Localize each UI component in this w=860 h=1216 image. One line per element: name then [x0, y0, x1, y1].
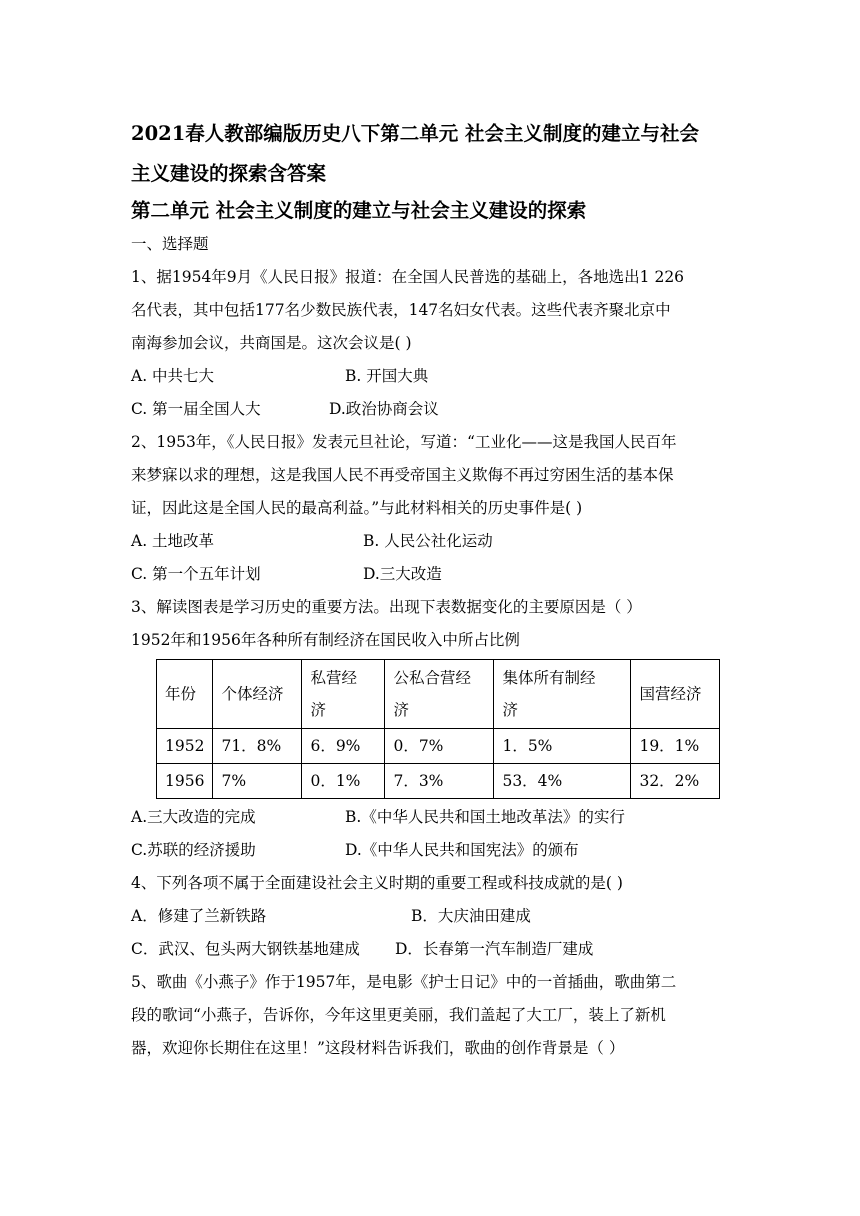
question-2: [131, 426, 731, 591]
table-header-cell: 私营经 济: [302, 660, 385, 729]
table-cell: 7．3%: [385, 764, 494, 799]
options-row: [131, 834, 731, 867]
table-cell: 0．7%: [385, 729, 494, 764]
question-text: 2、1953年，《人民日报》发表元旦社论，写道：“工业化——这是我国人民百年: [131, 433, 677, 451]
options-row: [131, 558, 731, 591]
question-5: [131, 966, 731, 1065]
table-cell: 1952: [157, 729, 213, 764]
question-4: [131, 867, 731, 966]
option-d: D.三大改造: [363, 565, 442, 583]
question-text: 4、下列各项不属于全面建设社会主义时期的重要工程或科技成就的是( ): [131, 874, 623, 892]
option-b: B．大庆油田建成: [411, 907, 531, 925]
table-header-cell: 个体经济: [213, 660, 302, 729]
table-header-cell: 年份: [157, 660, 213, 729]
table-header-cell: 国营经济: [631, 660, 720, 729]
question-text: 3、解读图表是学习历史的重要方法。出现下表数据变化的主要原因是（ ）: [131, 598, 642, 616]
option-d: D．长春第一汽车制造厂建成: [395, 940, 594, 958]
table-cell: 6．9%: [302, 729, 385, 764]
table-row: [157, 729, 720, 764]
option-c: C.苏联的经济援助: [131, 841, 256, 859]
doc-title-line2: 主义建设的探索含答案: [131, 162, 327, 185]
question-text: 名代表，其中包括177名少数民族代表，147名妇女代表。这些代表齐聚北京中: [131, 301, 671, 319]
option-c: C. 第一个五年计划: [131, 565, 261, 583]
table-cell: 7%: [213, 764, 302, 799]
question-text: 器，欢迎你长期住在这里！”这段材料告诉我们，歌曲的创作背景是（ ）: [131, 1039, 625, 1057]
option-a: A.三大改造的完成: [131, 808, 256, 826]
table-cell: 1956: [157, 764, 213, 799]
option-d: D.《中华人民共和国宪法》的颁布: [345, 841, 579, 859]
table-cell: 1．5%: [494, 729, 631, 764]
option-a: A. 土地改革: [131, 532, 215, 550]
question-1: [131, 261, 731, 426]
table-caption: 1952年和1956年各种所有制经济在国民收入中所占比例: [131, 631, 520, 649]
table-header-row: [157, 660, 720, 729]
question-text: 1、据1954年9月《人民日报》报道：在全国人民普选的基础上，各地选出1 226: [131, 268, 685, 286]
options-row: [131, 525, 731, 558]
option-c: C．武汉、包头两大钢铁基地建成: [131, 940, 360, 958]
question-text: 5、歌曲《小燕子》作于1957年，是电影《护士日记》中的一首插曲，歌曲第二: [131, 973, 677, 991]
option-b: B. 人民公社化运动: [363, 532, 493, 550]
options-row: [131, 900, 731, 933]
option-a: A．修建了兰新铁路: [131, 907, 267, 925]
section-heading: 一、选择题: [131, 235, 209, 253]
question-text: 南海参加会议，共商国是。这次会议是( ): [131, 334, 412, 352]
options-row: [131, 393, 731, 426]
option-a: A. 中共七大: [131, 367, 215, 385]
table-header-cell: 集体所有制经 济: [494, 660, 631, 729]
table-row: [157, 764, 720, 799]
options-row: [131, 801, 731, 834]
question-text: 来梦寐以求的理想，这是我国人民不再受帝国主义欺侮不再过穷困生活的基本保: [131, 466, 674, 484]
question-text: 证，因此这是全国人民的最高利益。”与此材料相关的历史事件是( ): [131, 499, 583, 517]
option-b: B. 开国大典: [345, 367, 429, 385]
options-row: [131, 360, 731, 393]
data-table: [156, 659, 720, 799]
option-b: B.《中华人民共和国土地改革法》的实行: [345, 808, 625, 826]
option-d: D.政治协商会议: [329, 400, 439, 418]
table-header-cell: 公私合营经 济: [385, 660, 494, 729]
table-cell: 71．8%: [213, 729, 302, 764]
question-3: [131, 591, 731, 867]
options-row: [131, 933, 731, 966]
unit-heading: 第二单元 社会主义制度的建立与社会主义建设的探索: [131, 199, 587, 222]
option-c: C. 第一届全国人大: [131, 400, 261, 418]
doc-title-line1: 2021春人教部编版历史八下第二单元 社会主义制度的建立与社会: [131, 122, 700, 145]
document-content: [131, 114, 731, 1065]
table-cell: 53．4%: [494, 764, 631, 799]
table-cell: 19．1%: [631, 729, 720, 764]
question-text: 段的歌词“小燕子，告诉你，今年这里更美丽，我们盖起了大工厂，装上了新机: [131, 1006, 666, 1024]
table-cell: 0．1%: [302, 764, 385, 799]
table-cell: 32．2%: [631, 764, 720, 799]
